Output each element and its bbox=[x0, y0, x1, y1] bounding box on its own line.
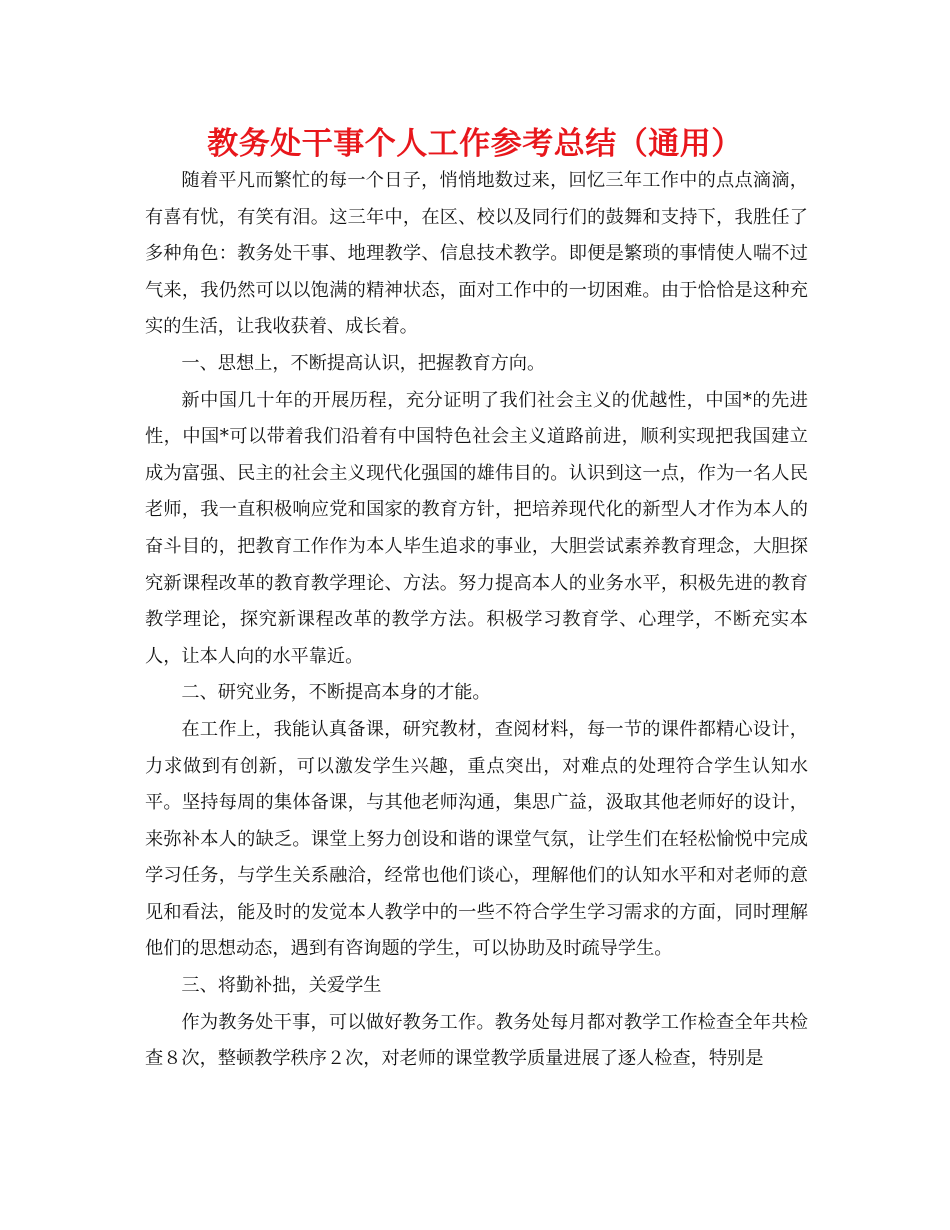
section-heading-3: 三、将勤补拙，关爱学生 bbox=[181, 975, 382, 997]
paragraph-intro: 随着平凡而繁忙的每一个日子，悄悄地数过来，回忆三年工作中的点点滴滴，有喜有忧，有笑有泪。这三年中，在区、校以及同行们的鼓舞和支持下，我胜任了多种角色：教务处干事、地理教学、信息技术教学。即便是繁琐的事情使人喘不过气来，我仍然可以以饱满的精神状态，面对工作中的一切困难。由于恰恰是这种充实的生活，让我收获着、成长着。 bbox=[145, 170, 808, 338]
document-title: 教务处干事个人工作参考总结（通用） bbox=[207, 126, 743, 162]
section-heading-2: 二、研究业务，不断提高本身的才能。 bbox=[181, 682, 491, 704]
paragraph-section-3: 作为教务处干事，可以做好教务工作。教务处每月都对教学工作检查全年共检查８次，整顿教学秩序２次，对老师的课堂教学质量进展了逐人检查，特别是 bbox=[145, 1011, 808, 1070]
paragraph-section-2: 在工作上，我能认真备课，研究教材，查阅材料，每一节的课件都精心设计，力求做到有创新，可以激发学生兴趣，重点突出，对难点的处理符合学生认知水平。坚持每周的集体备课，与其他老师沟通，集思广益，汲取其他老师好的设计，来弥补本人的缺乏。课堂上努力创设和谐的课堂气氛，让学生们在轻松愉悦中完成学习任务，与学生关系融洽，经常也他们谈心，理解他们的认知水平和对老师的意见和看法，能及时的发觉本人教学中的一些不符合学生学习需求的方面，同时理解他们的思想动态，遇到有咨询题的学生，可以协助及时疏导学生。 bbox=[145, 718, 808, 960]
paragraph-section-1: 新中国几十年的开展历程，充分证明了我们社会主义的优越性，中国*的先进性，中国*可以带着我们沿着有中国特色社会主义道路前进，顺利实现把我国建立成为富强、民主的社会主义现代化强国的雄伟目的。认识到这一点，作为一名人民老师，我一直积极响应党和国家的教育方针，把培养现代化的新型人才作为本人的奋斗目的，把教育工作作为本人毕生追求的事业，大胆尝试素养教育理念，大胆探究新课程改革的教育教学理论、方法。努力提高本人的业务水平，积极先进的教育教学理论，探究新课程改革的教学方法。积极学习教育学、心理学，不断充实本人，让本人向的水平靠近。 bbox=[145, 389, 808, 667]
document-body bbox=[145, 163, 808, 1078]
section-heading-1: 一、思想上，不断提高认识，把握教育方向。 bbox=[181, 352, 546, 374]
